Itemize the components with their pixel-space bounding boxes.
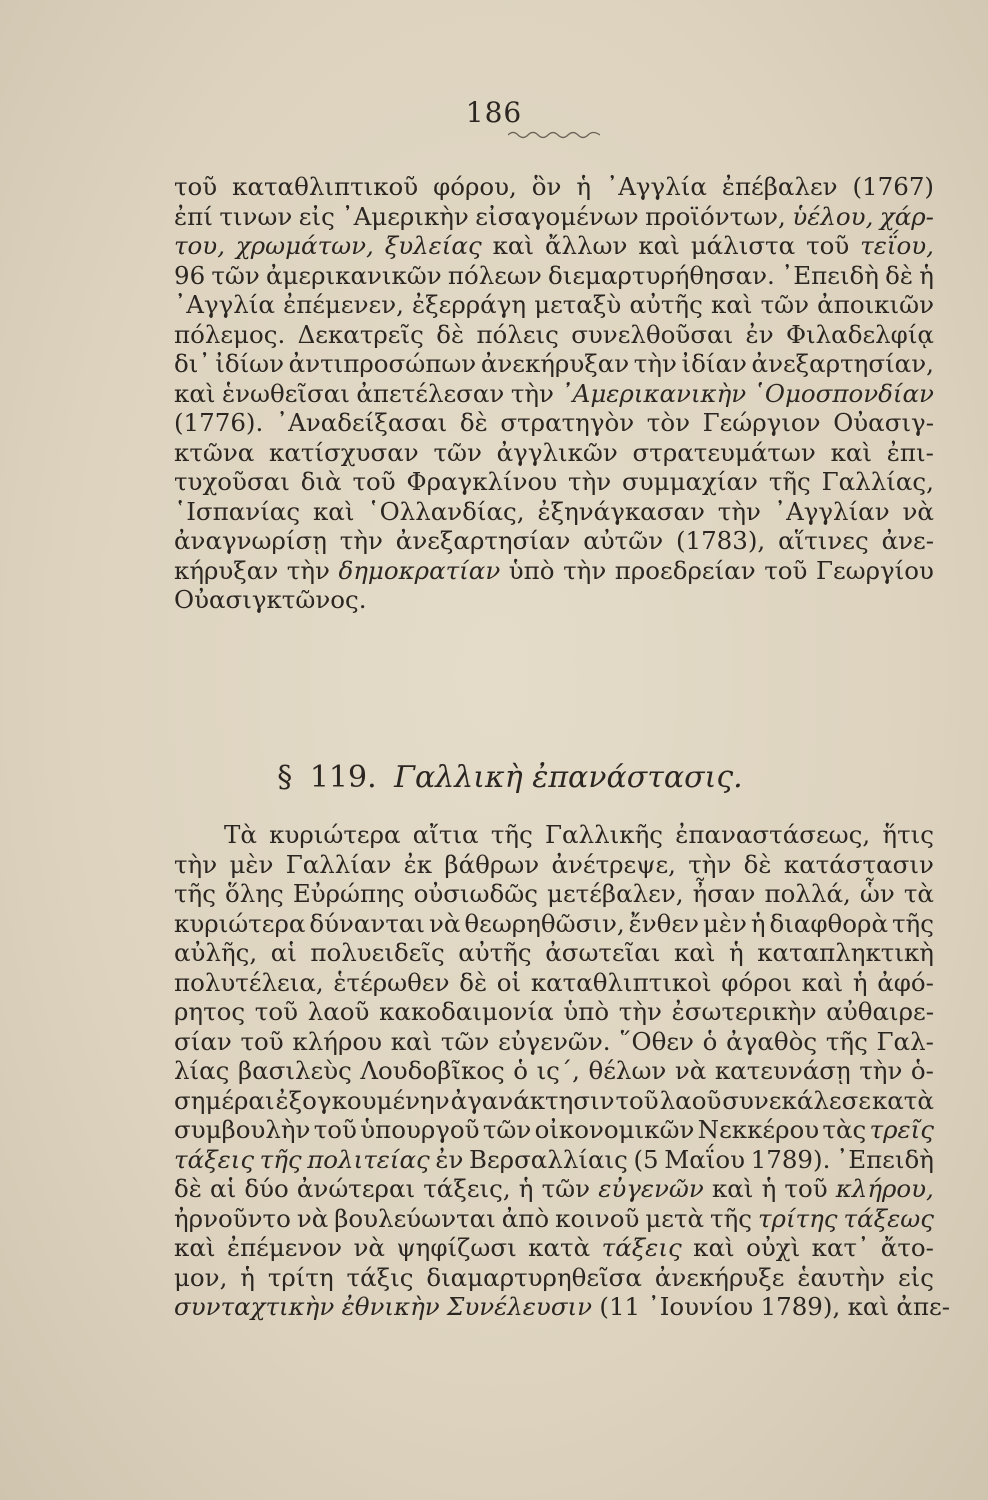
- word: κλήρου,: [835, 1174, 934, 1203]
- word: ψηφίζωσι: [396, 1233, 517, 1262]
- word: τῶν: [760, 290, 810, 319]
- text-line: [174, 585, 934, 615]
- word: ὑέλου,: [792, 201, 874, 231]
- word: καταπληκτικὴ: [757, 938, 934, 967]
- word: ἔνθεν: [628, 908, 699, 938]
- word: κατ᾿: [811, 1233, 870, 1262]
- word: δὲ: [885, 260, 914, 290]
- word: Γαλ-: [876, 1026, 934, 1056]
- word: ᾿Ιουνίου: [647, 1292, 754, 1321]
- word: Εὐρώπης: [292, 879, 405, 908]
- word: τοῦ: [254, 997, 298, 1026]
- word: ῾Ομοσπονδίαν: [752, 378, 934, 408]
- word: τάξεως: [843, 1203, 934, 1233]
- word: ὑπὸ: [563, 997, 610, 1026]
- word: τάξις: [346, 1262, 414, 1292]
- word: μὲν: [229, 849, 274, 879]
- word: ἐπαναστάσεως,: [675, 820, 871, 849]
- word: ἡ: [518, 1174, 534, 1203]
- word: ἀπὸ: [501, 1203, 550, 1233]
- word: Βερσαλλίαις: [468, 1144, 628, 1174]
- text-line: [174, 1145, 934, 1175]
- word: ὁ-: [910, 1056, 934, 1085]
- word: κατὰ: [528, 1233, 591, 1262]
- word: τοῦ: [806, 231, 850, 260]
- word: δὲ: [459, 967, 488, 997]
- word: ἀναγνωρίσῃ: [174, 526, 327, 555]
- text-line: [174, 1027, 934, 1057]
- word: συνεκάλεσε: [722, 1085, 871, 1115]
- word: κλήρου: [292, 1026, 382, 1056]
- word: τὸν: [646, 408, 690, 437]
- word: φόροι: [721, 967, 792, 997]
- word: μετέβαλεν,: [547, 879, 684, 908]
- word: βάθρων: [444, 849, 540, 879]
- word: αἵτινες: [778, 526, 869, 555]
- word: ἀμερικανικῶν: [265, 260, 442, 290]
- word: (1767): [852, 172, 934, 201]
- word: ἐξερράγη: [412, 290, 527, 319]
- word: τὴν: [717, 496, 761, 526]
- word: Γεωργίου: [815, 555, 934, 585]
- word: αἴτια: [412, 820, 479, 849]
- word: ις΄,: [536, 1056, 580, 1085]
- word: τινων: [219, 201, 293, 231]
- paragraph-french-revolution: [174, 820, 951, 1322]
- word: οὐσιωδῶς: [413, 879, 538, 908]
- word: τὴν: [633, 349, 677, 378]
- word: τὴν: [339, 526, 383, 555]
- word: ἀντιπροσώπων: [288, 349, 477, 378]
- word: μον,: [174, 1262, 228, 1292]
- word: εὐγενῶν: [598, 1174, 704, 1203]
- word: διὰ: [300, 467, 342, 496]
- word: αἱ: [270, 938, 297, 967]
- word: τὰ: [903, 879, 934, 908]
- word: συμβουλὴν: [174, 1115, 311, 1144]
- word: εὐγενῶν.: [498, 1026, 611, 1056]
- word: ᾿Αναδείξασαι: [275, 408, 448, 437]
- word: δύο: [244, 1174, 289, 1203]
- word: ᾿Επειδὴ: [835, 1144, 934, 1174]
- word: ἀνεκήρυξε: [654, 1262, 785, 1292]
- text-line: [174, 1086, 934, 1116]
- word: τὴν: [174, 849, 218, 879]
- word: ἀνώτεραι: [296, 1174, 416, 1203]
- word: τὴν: [510, 378, 554, 408]
- word: ἄλλων: [544, 231, 628, 260]
- word: ἐπέμενεν,: [283, 290, 404, 319]
- word: ἐσωτερικὴν: [671, 997, 817, 1026]
- word: ἀπετέλεσαν: [356, 378, 505, 408]
- word: δὲ: [436, 319, 465, 349]
- word: ρητος: [174, 997, 246, 1026]
- word: Συνέλευσιν: [447, 1292, 593, 1321]
- text-line: [174, 1115, 934, 1145]
- word: πόλεων: [447, 260, 542, 290]
- word: τὴν: [618, 997, 662, 1026]
- word: δι᾿: [174, 349, 211, 378]
- word: τοῦ: [240, 1026, 284, 1056]
- word: πολιτείας: [307, 1144, 430, 1174]
- word: ᾿Αγγλία: [605, 172, 707, 201]
- page-number: 186: [465, 96, 523, 129]
- word: ᾿Αμερικανικὴν: [560, 378, 747, 408]
- word: Γαλλίαν: [285, 849, 392, 879]
- word: νὰ: [428, 908, 461, 938]
- word: τοῦ: [174, 172, 218, 201]
- word: τοῦ: [764, 555, 808, 585]
- word: Νεκκέρου: [697, 1115, 820, 1144]
- word: ῾Ισπανίας: [174, 496, 301, 526]
- word: πολλά,: [764, 879, 851, 908]
- word: νὰ: [296, 1203, 329, 1233]
- word: τοῦ: [313, 1115, 357, 1144]
- word: τὴν: [688, 849, 732, 879]
- word: ἐν: [435, 1144, 464, 1174]
- word: καὶ: [710, 290, 753, 319]
- word: καὶ: [801, 967, 844, 997]
- word: ὧν: [859, 879, 895, 908]
- text-line: [174, 820, 934, 850]
- word: ἐπί: [174, 201, 213, 231]
- text-line: [174, 497, 934, 527]
- word: αὐθαιρε-: [826, 997, 934, 1026]
- word: καὶ: [492, 231, 535, 260]
- word: ἀνεκήρυξαν: [480, 349, 630, 378]
- word: του,: [174, 231, 225, 260]
- word: τὰς: [822, 1115, 867, 1144]
- word: συμμαχίαν: [622, 467, 758, 496]
- word: τὴν: [286, 555, 330, 585]
- word: οὐχὶ: [746, 1233, 801, 1262]
- word: ᾿Αγγλίαν: [773, 496, 890, 526]
- word: δὲ: [743, 849, 772, 879]
- word: τυχοῦσαι: [174, 467, 290, 496]
- section-number: 119.: [309, 760, 377, 795]
- word: δύνανται: [309, 908, 426, 938]
- word: τὴν: [859, 1056, 903, 1085]
- word: βουλεύωνται: [334, 1203, 496, 1233]
- word: Γεώργιον: [702, 408, 821, 437]
- word: ἡ: [919, 260, 934, 290]
- text-line: [174, 1292, 951, 1322]
- word: ἐπι-: [886, 437, 934, 467]
- word: ἐθνικὴν: [341, 1292, 440, 1321]
- word: τῶν: [433, 437, 482, 467]
- word: κυριώτερα: [174, 908, 306, 938]
- word: καὶ: [711, 1174, 754, 1203]
- word: Μαΐου: [664, 1144, 746, 1174]
- word: εἰσαγομένων: [475, 201, 639, 231]
- text-line: [174, 172, 934, 202]
- text-line: [174, 1263, 934, 1293]
- word: ὁ: [513, 1056, 529, 1085]
- section-heading: [0, 760, 988, 795]
- word: Λουδοβῖκος: [360, 1056, 505, 1085]
- text-line: [174, 467, 934, 497]
- word: θέλων: [588, 1056, 667, 1085]
- word: καὶ: [830, 437, 873, 467]
- text-line: [174, 968, 934, 998]
- word: τρίτη: [267, 1262, 334, 1292]
- word: διαφθορὰ: [769, 908, 889, 938]
- word: ἡ: [240, 1262, 255, 1292]
- word: τοῦ: [615, 1085, 659, 1115]
- word: τῶν: [541, 1174, 591, 1203]
- word: τῆς: [825, 1026, 868, 1056]
- word: ὑπὸ: [508, 555, 555, 585]
- word: τρεῖς: [869, 1115, 934, 1144]
- word: (5: [633, 1144, 659, 1174]
- word: στρατηγὸν: [500, 408, 635, 437]
- word: ἥτις: [882, 820, 934, 849]
- word: Τὰ: [224, 820, 257, 849]
- word: Οὐασιγκτῶνος.: [174, 585, 367, 614]
- word: πολυτέλεια,: [174, 967, 324, 997]
- word: ἡ: [750, 908, 766, 938]
- text-line: [174, 261, 934, 291]
- text-line: [174, 526, 934, 556]
- word: συνταχτικὴν: [174, 1292, 335, 1321]
- word: καταθλιπτικοῦ: [232, 172, 419, 201]
- word: ἠρνοῦντο: [174, 1203, 291, 1233]
- word: καὶ: [390, 1026, 433, 1056]
- word: πόλεις: [476, 319, 559, 349]
- word: λαοῦ: [659, 1085, 722, 1115]
- word: σημέραι: [174, 1085, 275, 1115]
- text-line: [174, 556, 934, 586]
- text-line: [174, 850, 934, 880]
- word: ἀγγλικῶν: [496, 437, 618, 467]
- word: καὶ: [693, 1233, 735, 1262]
- word: τρίτης: [757, 1203, 838, 1233]
- word: ἀνεξαρτησίαν: [395, 526, 571, 555]
- word: εἰς: [897, 1262, 934, 1292]
- word: ἐξηνάγκασαν: [537, 496, 705, 526]
- paragraph-american-revolution: [174, 172, 934, 615]
- word: τάξεις,: [423, 1174, 511, 1203]
- word: δὲ: [459, 408, 488, 437]
- word: στρατευμάτων: [632, 437, 816, 467]
- word: ἐν: [745, 319, 774, 349]
- word: καὶ: [638, 231, 680, 260]
- word: ὅλης: [225, 879, 284, 908]
- word: καὶ: [312, 496, 355, 526]
- word: βασιλεὺς: [237, 1056, 352, 1085]
- word: ἀνεξαρτησίαν,: [751, 349, 934, 378]
- word: (11: [599, 1292, 641, 1321]
- word: δὲ: [174, 1174, 202, 1203]
- word: μὲν: [702, 908, 747, 938]
- word: καὶ: [847, 1292, 890, 1321]
- word: τῆς: [710, 1203, 752, 1233]
- word: ἀνε-: [881, 526, 934, 555]
- text-line: [174, 379, 934, 409]
- word: ἀγαθὸς: [726, 1026, 818, 1056]
- word: τῆς: [259, 1144, 302, 1174]
- word: αὐτῆς: [629, 290, 703, 319]
- word: σίαν: [174, 1026, 232, 1056]
- text-line: [174, 231, 934, 261]
- word: καὶ: [174, 378, 216, 408]
- word: τάξεις: [174, 1144, 255, 1174]
- word: Γαλλικῆς: [545, 820, 663, 849]
- word: ῞Οθεν: [619, 1026, 694, 1056]
- text-line: [174, 1204, 934, 1234]
- text-line: [174, 1174, 934, 1204]
- text-line: [174, 349, 934, 379]
- word: κατευνάσῃ: [714, 1056, 851, 1085]
- word: 1789),: [760, 1292, 841, 1321]
- word: τὴν: [563, 555, 607, 585]
- word: Οὐασιγ-: [833, 408, 934, 437]
- word: ἐξογκουμένην: [275, 1085, 450, 1115]
- word: ἰδίων: [215, 349, 285, 378]
- word: ἐπέβαλεν: [721, 172, 838, 201]
- word: τῆς: [891, 908, 934, 938]
- word: κήρυξαν: [174, 555, 279, 585]
- word: θεωρηθῶσιν,: [464, 908, 625, 938]
- word: νὰ: [674, 1056, 707, 1085]
- text-line: [174, 290, 934, 320]
- word: τῶν: [440, 1026, 490, 1056]
- text-line: [174, 879, 934, 909]
- word: εἰς: [298, 201, 335, 231]
- word: οἰκονομικῶν: [534, 1115, 695, 1144]
- text-line: [174, 408, 934, 438]
- word: καταθλιπτικοὶ: [530, 967, 712, 997]
- word: ἀποικιῶν: [817, 290, 934, 319]
- word: τῆς: [174, 879, 216, 908]
- word: ὁ: [702, 1026, 718, 1056]
- word: Φιλαδελφίᾳ: [785, 319, 934, 349]
- word: ἀγανάκτησιν: [450, 1085, 615, 1115]
- word: ξυλείας: [384, 231, 482, 260]
- word: ἡ: [852, 967, 868, 997]
- word: νὰ: [902, 496, 934, 526]
- word: φόρου,: [433, 172, 517, 201]
- word: μάλιστα: [690, 231, 796, 260]
- word: ἡ: [576, 172, 592, 201]
- word: μεταξὺ: [534, 290, 622, 319]
- word: κοινοῦ: [555, 1203, 640, 1233]
- word: ἦσαν: [692, 879, 756, 908]
- word: αὐτῶν: [583, 526, 664, 555]
- word: Φραγκλίνου: [406, 467, 558, 496]
- word: ἀνέτρεψε,: [551, 849, 676, 879]
- word: νὰ: [353, 1233, 385, 1262]
- word: μετὰ: [645, 1203, 705, 1233]
- word: συνελθοῦσαι: [571, 319, 734, 349]
- word: τεΐου,: [860, 231, 934, 260]
- word: κατάστασιν: [783, 849, 934, 879]
- text-line: [174, 202, 934, 232]
- section-title: Γαλλικὴ ἐπανάστασις.: [394, 760, 743, 795]
- word: Δεκατρεῖς: [297, 319, 424, 349]
- word: τῆς: [768, 467, 811, 496]
- word: κτῶνα: [174, 437, 255, 467]
- word: ὑπουργοῦ: [360, 1115, 480, 1144]
- word: 96: [174, 260, 206, 290]
- word: ῾Ολλανδίας,: [367, 496, 525, 526]
- word: ᾿Αγγλία: [174, 290, 275, 319]
- word: ἀσωτεῖαι: [545, 938, 661, 967]
- word: ἡ: [761, 1174, 777, 1203]
- word: δημοκρατίαν: [338, 555, 501, 585]
- word: ἰδίαν: [681, 349, 747, 378]
- word: λίας: [174, 1056, 230, 1085]
- text-line: [174, 997, 934, 1027]
- word: διεμαρτυρήθησαν.: [547, 260, 775, 290]
- word: τῶν: [211, 260, 260, 290]
- word: κυριώτερα: [269, 820, 401, 849]
- word: ἄτο-: [880, 1233, 934, 1262]
- text-line: [174, 320, 934, 350]
- word: οἱ: [496, 967, 522, 997]
- word: τὴν: [568, 467, 612, 496]
- word: προϊόντων,: [645, 201, 786, 231]
- word: τῆς: [490, 820, 533, 849]
- ornament-rule: [508, 130, 600, 140]
- word: ᾿Επειδὴ: [781, 260, 879, 290]
- word: ἀφό-: [877, 967, 934, 997]
- word: ἡ: [728, 938, 744, 967]
- word: ὃν: [531, 172, 562, 201]
- word: διαμαρτυρηθεῖσα: [426, 1262, 642, 1292]
- word: τοῦ: [784, 1174, 828, 1203]
- word: ἑτέρωθεν: [333, 967, 450, 997]
- word: τῶν: [482, 1115, 532, 1144]
- word: αἱ: [210, 1174, 237, 1203]
- word: κατὰ: [871, 1085, 934, 1115]
- section-sign: §: [277, 760, 293, 795]
- word: λαοῦ: [307, 997, 370, 1026]
- word: πολυειδεῖς: [310, 938, 445, 967]
- text-line: [174, 938, 934, 968]
- word: χρωμάτων,: [235, 231, 374, 260]
- word: πόλεμος.: [174, 319, 286, 349]
- word: αὐτῆς: [458, 938, 532, 967]
- word: αὐλῆς,: [174, 938, 258, 967]
- word: κακοδαιμονία: [379, 997, 554, 1026]
- word: ἑαυτὴν: [797, 1262, 886, 1292]
- text-line: [174, 1056, 934, 1086]
- word: (1776).: [174, 408, 264, 437]
- word: προεδρείαν: [614, 555, 756, 585]
- word: τοῦ: [352, 467, 396, 496]
- word: ᾿Αμερικὴν: [341, 201, 469, 231]
- word: κατίσχυσαν: [269, 437, 419, 467]
- word: Γαλλίας,: [821, 467, 934, 496]
- word: χάρ-: [879, 201, 934, 231]
- word: (1783),: [675, 526, 766, 555]
- word: ἑνωθεῖσαι: [221, 378, 350, 408]
- word: 1789).: [750, 1144, 831, 1174]
- text-line: [174, 438, 934, 468]
- word: καὶ: [673, 938, 716, 967]
- word: ἀπε-: [896, 1292, 951, 1321]
- text-line: [174, 1233, 934, 1263]
- text-line: [174, 909, 934, 939]
- word: ἐπέμενον: [226, 1233, 343, 1262]
- word: τάξεις: [601, 1233, 682, 1262]
- word: ἐκ: [403, 849, 433, 879]
- word: καὶ: [174, 1233, 216, 1262]
